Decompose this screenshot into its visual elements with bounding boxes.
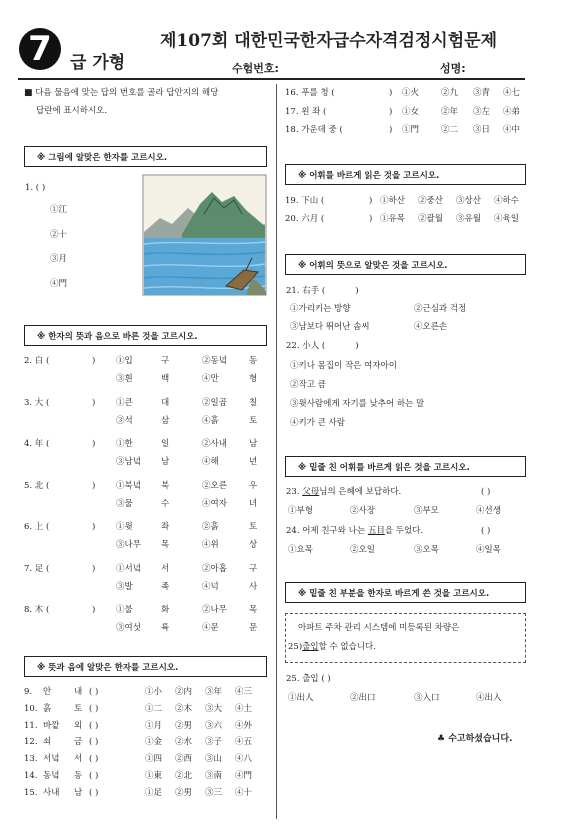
q23-suffix: 님의 은혜에 보답하다. bbox=[319, 487, 402, 497]
q2-option-1-sound: 구 bbox=[161, 356, 170, 366]
question-13-meaning: 서녘 bbox=[43, 754, 60, 764]
question-24 bbox=[286, 526, 423, 537]
question-12-number: 12. bbox=[24, 737, 38, 747]
q7-option-2-sound: 구 bbox=[249, 564, 258, 574]
q20-option-1: ①유목 bbox=[380, 214, 405, 224]
q8-option-2-sound: 목 bbox=[249, 605, 258, 615]
q13-option-2: ②西 bbox=[175, 754, 193, 764]
name-label: 성명: bbox=[440, 62, 466, 75]
q1-option-2: ②十 bbox=[50, 230, 68, 240]
q2-option-3-meaning: ③흰 bbox=[116, 374, 133, 384]
question-9-paren: ( ) bbox=[89, 687, 99, 697]
passage-suffix: 할 수 없습니다. bbox=[318, 642, 376, 652]
q25-option-2: ②出口 bbox=[350, 693, 376, 703]
q8-option-2-meaning: ②나무 bbox=[202, 605, 227, 615]
q13-option-4: ④八 bbox=[235, 754, 253, 764]
q2-option-3-sound: 백 bbox=[161, 374, 170, 384]
question-11-number: 11. bbox=[24, 721, 38, 731]
question-11-sound: 외 bbox=[74, 721, 83, 731]
question-17-label: 17. 왼 좌 ( bbox=[285, 107, 327, 117]
question-11-paren: ( ) bbox=[89, 721, 99, 731]
q7-option-1-meaning: ①서녘 bbox=[116, 564, 141, 574]
q24-underlined-word: 五目 bbox=[367, 526, 385, 536]
question-9-meaning: 안 bbox=[43, 687, 52, 697]
question-12-meaning: 쇠 bbox=[43, 737, 52, 747]
question-9-number: 9. bbox=[24, 687, 33, 697]
q9-option-1: ①小 bbox=[145, 687, 163, 697]
q6-option-3-sound: 목 bbox=[161, 540, 170, 550]
q8-option-3-sound: 륙 bbox=[161, 623, 170, 633]
question-13-number: 13. bbox=[24, 754, 38, 764]
q24-option-2: ②오일 bbox=[350, 545, 375, 555]
q5-option-3-sound: 수 bbox=[161, 499, 170, 509]
exam-number-label: 수험번호: bbox=[232, 62, 279, 75]
question-2-label: 2. 白 ( bbox=[24, 356, 50, 366]
question-15-sound: 남 bbox=[74, 788, 83, 798]
passage-marker: 25) bbox=[288, 642, 303, 652]
q11-option-3: ③六 bbox=[205, 721, 223, 731]
q15-option-3: ③三 bbox=[205, 788, 223, 798]
q2-option-1-meaning: ①입 bbox=[116, 356, 133, 366]
question-23 bbox=[286, 487, 401, 498]
q5-option-2-sound: 우 bbox=[249, 481, 258, 491]
q17-option-2: ②年 bbox=[441, 107, 459, 117]
question-14-number: 14. bbox=[24, 771, 38, 781]
section-6-heading: ※ 밑줄 친 어휘를 바르게 읽은 것을 고르시오. bbox=[285, 456, 526, 477]
q2-option-2-sound: 동 bbox=[249, 356, 258, 366]
question-8-label: 8. 木 ( bbox=[24, 605, 50, 615]
q4-option-2-sound: 남 bbox=[249, 439, 258, 449]
q4-option-4-meaning: ④해 bbox=[202, 457, 219, 467]
question-21: 21. 右手 ( ) bbox=[286, 286, 359, 296]
q23-underlined-word: 父母 bbox=[302, 487, 320, 497]
q4-option-4-sound: 년 bbox=[249, 457, 258, 467]
question-15-paren: ( ) bbox=[89, 788, 99, 798]
q8-option-1-sound: 화 bbox=[161, 605, 170, 615]
question-20-close-paren: ) bbox=[369, 214, 373, 224]
q6-option-1-sound: 좌 bbox=[161, 522, 170, 532]
q6-option-1-meaning: ①윗 bbox=[116, 522, 133, 532]
question-7-close-paren: ) bbox=[92, 564, 96, 574]
q13-option-3: ③山 bbox=[205, 754, 223, 764]
q6-option-4-sound: 상 bbox=[249, 540, 258, 550]
question-13-paren: ( ) bbox=[89, 754, 99, 764]
q16-option-3: ③青 bbox=[473, 88, 491, 98]
question-18-label: 18. 가운데 중 ( bbox=[285, 125, 343, 135]
question-9-sound: 내 bbox=[74, 687, 83, 697]
q19-option-2: ②중산 bbox=[418, 196, 443, 206]
q18-option-1: ①門 bbox=[402, 125, 420, 135]
question-12-paren: ( ) bbox=[89, 737, 99, 747]
q7-option-3-sound: 족 bbox=[161, 582, 170, 592]
q12-option-3: ③子 bbox=[205, 737, 223, 747]
q11-option-1: ①月 bbox=[145, 721, 163, 731]
grade-number: 7 bbox=[28, 29, 52, 69]
question-19-close-paren: ) bbox=[369, 196, 373, 206]
q23-option-1: ①부형 bbox=[288, 506, 313, 516]
q7-option-1-sound: 서 bbox=[161, 564, 170, 574]
q21-option-1: ①가리키는 방향 bbox=[290, 304, 351, 314]
q25-option-1: ①出人 bbox=[288, 693, 314, 703]
question-6-label: 6. 上 ( bbox=[24, 522, 50, 532]
q3-option-3-sound: 삼 bbox=[161, 416, 170, 426]
section-1-heading: ※ 그림에 알맞은 한자를 고르시오. bbox=[24, 146, 267, 167]
q14-option-4: ④門 bbox=[235, 771, 253, 781]
q17-option-1: ①女 bbox=[402, 107, 420, 117]
q5-option-1-meaning: ①북녘 bbox=[116, 481, 141, 491]
section-2-heading: ※ 한자의 뜻과 음으로 바른 것을 고르시오. bbox=[24, 325, 267, 346]
passage-underlined-word: 출입 bbox=[302, 642, 319, 652]
question-6-close-paren: ) bbox=[92, 522, 96, 532]
column-divider bbox=[276, 84, 277, 819]
q21-label: 21. 右手 ( bbox=[286, 286, 326, 296]
q8-option-3-meaning: ③여섯 bbox=[116, 623, 141, 633]
question-14-sound: 동 bbox=[74, 771, 83, 781]
q18-option-2: ②二 bbox=[441, 125, 459, 135]
question-4-close-paren: ) bbox=[92, 439, 96, 449]
q7-option-2-meaning: ②아홉 bbox=[202, 564, 227, 574]
q18-option-3: ③日 bbox=[473, 125, 491, 135]
q21-option-4: ④오른손 bbox=[414, 322, 448, 332]
question-12-sound: 금 bbox=[74, 737, 83, 747]
q12-option-1: ①金 bbox=[145, 737, 163, 747]
q19-option-1: ①하산 bbox=[380, 196, 405, 206]
q20-option-2: ②괄월 bbox=[418, 214, 443, 224]
question-1: 1. ( ) bbox=[25, 183, 46, 193]
river-landscape-image bbox=[142, 174, 267, 296]
q2-option-2-meaning: ②동녘 bbox=[202, 356, 227, 366]
q15-option-1: ①足 bbox=[145, 788, 163, 798]
question-4-label: 4. 年 ( bbox=[24, 439, 50, 449]
q3-option-4-meaning: ④흙 bbox=[202, 416, 219, 426]
q7-option-3-meaning: ③발 bbox=[116, 582, 133, 592]
section-4-heading: ※ 어휘를 바르게 읽은 것을 고르시오. bbox=[285, 164, 526, 185]
q18-option-4: ④中 bbox=[503, 125, 521, 135]
question-14-meaning: 동녘 bbox=[43, 771, 60, 781]
q1-option-1: ①江 bbox=[50, 205, 68, 215]
q7-option-4-sound: 사 bbox=[249, 582, 258, 592]
q13-option-1: ①四 bbox=[145, 754, 163, 764]
question-3-close-paren: ) bbox=[92, 398, 96, 408]
q10-option-1: ①二 bbox=[145, 704, 163, 714]
q11-option-4: ④外 bbox=[235, 721, 253, 731]
question-14-paren: ( ) bbox=[89, 771, 99, 781]
q24-suffix: 을 두었다. bbox=[384, 526, 424, 536]
q5-option-1-sound: 북 bbox=[161, 481, 170, 491]
q11-option-2: ②男 bbox=[175, 721, 193, 731]
q4-option-1-sound: 일 bbox=[161, 439, 170, 449]
question-25: 25. 출입 ( ) bbox=[286, 674, 331, 684]
grade-label: 급 가형 bbox=[70, 53, 126, 73]
q24-option-1: ①요목 bbox=[288, 545, 313, 555]
q23-option-3: ③부모 bbox=[414, 506, 439, 516]
q25-option-3: ③入口 bbox=[414, 693, 440, 703]
q1-option-4: ④門 bbox=[50, 279, 68, 289]
q22-option-3: ③윗사람에게 자기를 낮추어 하는 말 bbox=[290, 399, 425, 409]
question-10-paren: ( ) bbox=[89, 704, 99, 714]
exam-title: 제107회 대한민국한자급수자격검정시험문제 bbox=[160, 31, 497, 51]
q23-prefix: 23. bbox=[286, 487, 303, 497]
q22-option-4: ④키가 큰 사람 bbox=[290, 418, 345, 428]
question-16-label: 16. 푸를 청 ( bbox=[285, 88, 335, 98]
question-17-close-paren: ) bbox=[389, 107, 393, 117]
q2-option-4-sound: 형 bbox=[249, 374, 258, 384]
header-rule bbox=[18, 78, 525, 80]
q14-option-3: ③南 bbox=[205, 771, 223, 781]
q23-option-4: ④선생 bbox=[476, 506, 501, 516]
q5-option-3-meaning: ③물 bbox=[116, 499, 133, 509]
q20-option-3: ③유월 bbox=[456, 214, 481, 224]
q3-option-4-sound: 토 bbox=[249, 416, 258, 426]
q17-option-3: ③左 bbox=[473, 107, 491, 117]
grade-badge bbox=[19, 28, 61, 70]
q6-option-2-meaning: ②흙 bbox=[202, 522, 219, 532]
section-3-heading: ※ 뜻과 음에 알맞은 한자를 고르시오. bbox=[24, 656, 267, 677]
q5-option-4-meaning: ④여자 bbox=[202, 499, 227, 509]
q16-option-1: ①火 bbox=[402, 88, 420, 98]
q10-option-4: ④土 bbox=[235, 704, 253, 714]
q24-prefix: 24. 어제 친구와 나는 bbox=[286, 526, 368, 536]
q22-option-2: ②작고 큼 bbox=[290, 380, 326, 390]
q3-option-2-sound: 칠 bbox=[249, 398, 258, 408]
q3-option-1-meaning: ①큰 bbox=[116, 398, 133, 408]
q12-option-4: ④五 bbox=[235, 737, 253, 747]
q21-option-3: ③남보다 뛰어난 솜씨 bbox=[290, 322, 370, 332]
q2-option-4-meaning: ④만 bbox=[202, 374, 219, 384]
question-10-sound: 토 bbox=[74, 704, 83, 714]
q25-option-4: ④出入 bbox=[476, 693, 502, 703]
q14-option-2: ②北 bbox=[175, 771, 193, 781]
q3-option-1-sound: 대 bbox=[161, 398, 170, 408]
q5-option-4-sound: 녀 bbox=[249, 499, 258, 509]
q5-option-2-meaning: ②오른 bbox=[202, 481, 227, 491]
question-13-sound: 서 bbox=[74, 754, 83, 764]
question-19-label: 19. 下山 ( bbox=[285, 196, 325, 206]
section-5-heading: ※ 어휘의 뜻으로 알맞은 것을 고르시오. bbox=[285, 254, 526, 275]
question-5-label: 5. 北 ( bbox=[24, 481, 50, 491]
q1-option-3: ③月 bbox=[50, 254, 68, 264]
passage-box bbox=[285, 613, 526, 663]
q4-option-3-sound: 남 bbox=[161, 457, 170, 467]
q22-option-1: ①키나 몸집이 작은 여자아이 bbox=[290, 361, 397, 371]
q3-option-2-meaning: ②일곱 bbox=[202, 398, 227, 408]
q16-option-2: ②九 bbox=[441, 88, 459, 98]
q4-option-2-meaning: ②사내 bbox=[202, 439, 227, 449]
passage-line-1: 아파트 주차 관리 시스템에 미등록된 차량은 bbox=[298, 623, 460, 633]
question-10-meaning: 흙 bbox=[43, 704, 52, 714]
question-8-close-paren: ) bbox=[92, 605, 96, 615]
q12-option-2: ②水 bbox=[175, 737, 193, 747]
question-15-number: 15. bbox=[24, 788, 38, 798]
question-10-number: 10. bbox=[24, 704, 38, 714]
q3-option-3-meaning: ③석 bbox=[116, 416, 133, 426]
q9-option-4: ④三 bbox=[235, 687, 253, 697]
q14-option-1: ①東 bbox=[145, 771, 163, 781]
q24-option-4: ④일목 bbox=[476, 545, 501, 555]
q6-option-4-meaning: ④위 bbox=[202, 540, 219, 550]
question-3-label: 3. 大 ( bbox=[24, 398, 50, 408]
section-7-heading: ※ 밑줄 친 부분을 한자로 바르게 쓴 것을 고르시오. bbox=[285, 582, 526, 603]
question-16-close-paren: ) bbox=[389, 88, 393, 98]
q8-option-4-sound: 문 bbox=[249, 623, 258, 633]
q17-option-4: ④弟 bbox=[503, 107, 521, 117]
q6-option-3-meaning: ③나무 bbox=[116, 540, 141, 550]
instruction-line-1: 다음 물음에 맞는 답의 번호를 골라 답안지의 해당 bbox=[35, 88, 219, 98]
question-11-meaning: 바깥 bbox=[43, 721, 60, 731]
instruction: ■ 다음 물음에 맞는 답의 번호를 골라 답안지의 해당 답란에 표시하시오. bbox=[24, 88, 219, 116]
q8-option-4-meaning: ④문 bbox=[202, 623, 219, 633]
q9-option-2: ②内 bbox=[175, 687, 193, 697]
instruction-line-2: 답란에 표시하시오. bbox=[36, 106, 108, 116]
q19-option-4: ④하수 bbox=[494, 196, 519, 206]
q10-option-3: ③大 bbox=[205, 704, 223, 714]
question-7-label: 7. 足 ( bbox=[24, 564, 50, 574]
question-5-close-paren: ) bbox=[92, 481, 96, 491]
q20-option-4: ④육일 bbox=[494, 214, 519, 224]
q16-option-4: ④七 bbox=[503, 88, 521, 98]
question-15-meaning: 사내 bbox=[43, 788, 60, 798]
passage-line-2 bbox=[288, 642, 376, 653]
q19-option-3: ③상산 bbox=[456, 196, 481, 206]
q10-option-2: ②木 bbox=[175, 704, 193, 714]
question-18-close-paren: ) bbox=[389, 125, 393, 135]
q24-option-3: ③오목 bbox=[414, 545, 439, 555]
closing-message: ♣ 수고하셨습니다. bbox=[437, 734, 513, 744]
q24-answer-paren: ( ) bbox=[481, 526, 491, 536]
q6-option-2-sound: 토 bbox=[249, 522, 258, 532]
question-22: 22. 小人 ( ) bbox=[286, 341, 359, 351]
q23-answer-paren: ( ) bbox=[481, 487, 491, 497]
q15-option-4: ④十 bbox=[235, 788, 253, 798]
q7-option-4-meaning: ④넉 bbox=[202, 582, 219, 592]
q15-option-2: ②男 bbox=[175, 788, 193, 798]
q9-option-3: ③年 bbox=[205, 687, 223, 697]
q22-label: 22. 小人 ( bbox=[286, 341, 326, 351]
q4-option-3-meaning: ③남녘 bbox=[116, 457, 141, 467]
question-2-close-paren: ) bbox=[92, 356, 96, 366]
question-20-label: 20. 六月 ( bbox=[285, 214, 325, 224]
q4-option-1-meaning: ①한 bbox=[116, 439, 133, 449]
q8-option-1-meaning: ①불 bbox=[116, 605, 133, 615]
q21-option-2: ②근심과 걱정 bbox=[414, 304, 467, 314]
q23-option-2: ②사장 bbox=[350, 506, 375, 516]
